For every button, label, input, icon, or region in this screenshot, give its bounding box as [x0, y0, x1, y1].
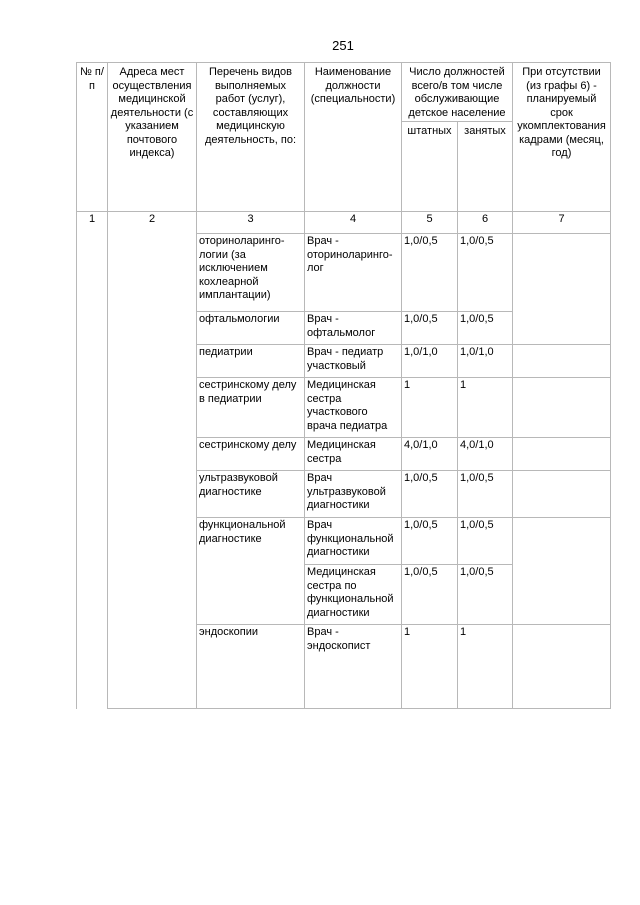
service-cell: сестринскому делу в педиатрии: [197, 378, 305, 438]
header-staff: штатных: [402, 122, 458, 212]
staff-cell: 1: [402, 625, 458, 709]
filled-cell: 1,0/1,0: [458, 345, 513, 378]
column-number: 3: [197, 212, 305, 234]
position-cell: Врач ультразвуковой диагностики: [305, 471, 402, 518]
filled-cell: 1,0/0,5: [458, 518, 513, 565]
column-number: 2: [108, 212, 197, 234]
position-cell: Врач - педиатр участковый: [305, 345, 402, 378]
position-cell: Врач - оториноларинго-лог: [305, 234, 402, 312]
column-number: 7: [513, 212, 611, 234]
staff-cell: 1,0/0,5: [402, 518, 458, 565]
service-cell: педиатрии: [197, 345, 305, 378]
staff-cell: 1,0/0,5: [402, 234, 458, 312]
header-positions-count: Число должностей всего/в том числе обслуживающие детское население: [402, 63, 513, 122]
deadline-cell: [513, 345, 611, 378]
position-cell: Врач - офтальмолог: [305, 312, 402, 345]
deadline-cell: [513, 234, 611, 345]
service-cell: оториноларинго-логии (за исключением кохлеарной имплантации): [197, 234, 305, 312]
position-cell: Медицинская сестра участкового врача педиатра: [305, 378, 402, 438]
filled-cell: 1,0/0,5: [458, 565, 513, 625]
service-cell: офтальмологии: [197, 312, 305, 345]
service-cell: ультразвуковой диагностике: [197, 471, 305, 518]
deadline-cell: [513, 471, 611, 518]
staff-cell: 1,0/0,5: [402, 565, 458, 625]
service-cell: функциональной диагностике: [197, 518, 305, 625]
filled-cell: 1: [458, 378, 513, 438]
staff-cell: 4,0/1,0: [402, 438, 458, 471]
staff-cell: 1,0/0,5: [402, 471, 458, 518]
column-number: 4: [305, 212, 402, 234]
header-staffing-deadline: При отсутствии (из графы 6) - планируемый срок укомплектования кадрами (месяц, год): [513, 63, 611, 212]
address-cell: [108, 234, 197, 709]
deadline-cell: [513, 438, 611, 471]
filled-cell: 1: [458, 625, 513, 709]
deadline-cell: [513, 378, 611, 438]
position-cell: Врач функциональной диагностики: [305, 518, 402, 565]
column-numbers-row: [77, 212, 611, 234]
deadline-cell: [513, 625, 611, 709]
header-address: Адреса мест осуществления медицинской деятельности (с указанием почтового индекса): [108, 63, 197, 212]
header-number: № п/п: [77, 63, 108, 212]
position-cell: Медицинская сестра: [305, 438, 402, 471]
header-position: Наименование должности (специальности): [305, 63, 402, 212]
filled-cell: 1,0/0,5: [458, 471, 513, 518]
position-cell: Медицинская сестра по функциональной диагностики: [305, 565, 402, 625]
filled-cell: 4,0/1,0: [458, 438, 513, 471]
header-services: Перечень видов выполняемых работ (услуг), составляющих медицинскую деятельность, по:: [197, 63, 305, 212]
service-cell: сестринскому делу: [197, 438, 305, 471]
staff-cell: 1,0/1,0: [402, 345, 458, 378]
staffing-table: [76, 62, 611, 709]
filled-cell: 1,0/0,5: [458, 312, 513, 345]
staff-cell: 1,0/0,5: [402, 312, 458, 345]
table-row: [77, 234, 611, 312]
deadline-cell: [513, 518, 611, 625]
page-number: 251: [332, 38, 354, 53]
filled-cell: 1,0/0,5: [458, 234, 513, 312]
column-number: 1: [77, 212, 108, 234]
column-number: 6: [458, 212, 513, 234]
position-cell: Врач - эндоскопист: [305, 625, 402, 709]
row-number-cell: [77, 234, 108, 709]
service-cell: эндоскопии: [197, 625, 305, 709]
column-number: 5: [402, 212, 458, 234]
header-filled: занятых: [458, 122, 513, 212]
staff-cell: 1: [402, 378, 458, 438]
